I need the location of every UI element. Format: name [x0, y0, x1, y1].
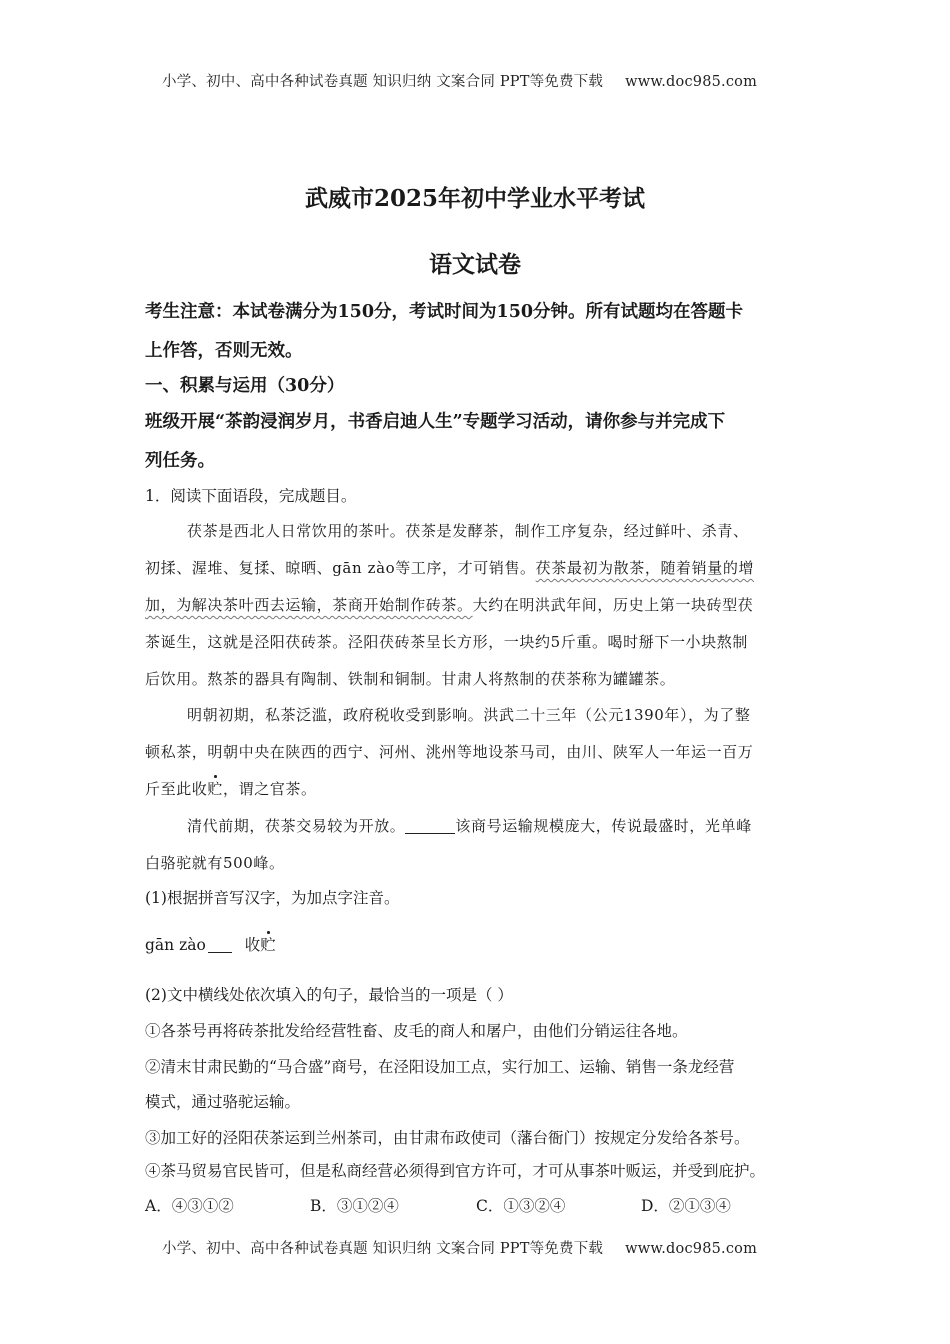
question-1-1-prompt: (1)根据拼音写汉字，为加点字注音。 [145, 889, 400, 907]
sentence-1: ①各茶号再将砖茶批发给经营牲畜、皮毛的商人和屠户，由他们分销运往各地。 [145, 1022, 688, 1040]
passage-p2-line-2: 顿私茶，明朝中央在陕西的西宁、河州、洮州等地设茶马司，由川、陕军人一年运一百万 [145, 743, 754, 761]
passage-p2-line-1: 明朝初期，私茶泛滥，政府税收受到影响。洪武二十三年（公元1390年），为了整 [187, 706, 751, 724]
footer-text: 小学、初中、高中各种试卷真题 知识归纳 文案合同 PPT等免费下载 [162, 1241, 604, 1257]
passage-p2-line-3 [145, 778, 317, 799]
word-a: 收 [244, 936, 261, 954]
option-b[interactable]: B．③①②④ [310, 1197, 399, 1215]
pinyin-answer-blank[interactable] [208, 937, 232, 954]
page-header [162, 70, 757, 91]
option-c[interactable]: C．①③②④ [476, 1197, 566, 1215]
option-a[interactable]: A．④③①② [145, 1197, 234, 1215]
wavy-underlined-sentence-a: 茯茶最初为散茶，随着销量的增 [535, 559, 755, 577]
dotted-character-2: 贮 [260, 936, 276, 954]
passage-p2-line-3-b: ，谓之官茶。 [223, 780, 317, 798]
sentence-2-line-1: ②清末甘肃民勤的“马合盛”商号，在泾阳设加工点，实行加工、运输、销售一条龙经营 [145, 1058, 735, 1076]
notice-line-1: 考生注意：本试卷满分为150分，考试时间为150分钟。所有试题均在答题卡 [145, 302, 744, 322]
question-1-intro: 1．阅读下面语段，完成题目。 [145, 487, 357, 505]
passage-p1-line-2 [145, 557, 754, 578]
footer-url[interactable]: www.doc985.com [625, 1241, 758, 1257]
option-d[interactable]: D．②①③④ [641, 1197, 731, 1215]
passage-p1-line-3-text: 大约在明洪武年间，历史上第一块砖型茯 [472, 596, 754, 614]
passage-p1-line-3 [145, 594, 753, 615]
dotted-character: 贮 [207, 780, 224, 798]
passage-p1-line-1: 茯茶是西北人日常饮用的茶叶。茯茶是发酵茶，制作工序复杂，经过鲜叶、杀青、 [187, 522, 749, 540]
fill-in-blank[interactable] [405, 818, 455, 834]
section-heading: 一、积累与运用（30分） [145, 376, 345, 396]
sentence-3: ③加工好的泾阳茯茶运到兰州茶司，由甘肃布政使司（藩台衙门）按规定分发给各茶号。 [145, 1129, 750, 1147]
passage-p3-line-2: 白骆驼就有500峰。 [145, 854, 285, 872]
activity-line-2: 列任务。 [145, 451, 215, 471]
sentence-4: ④茶马贸易官民皆可，但是私商经营必须得到官方许可，才可从事茶叶贩运，并受到庇护。 [145, 1162, 766, 1180]
notice-line-2: 上作答，否则无效。 [145, 341, 303, 361]
passage-p1-line-2-text: 初揉、渥堆、复揉、晾晒、gān zào等工序，才可销售。 [145, 559, 536, 577]
wavy-underlined-sentence-b: 加，为解决茶叶西去运输，茶商开始制作砖茶。 [145, 596, 473, 614]
passage-p1-line-4: 茶诞生，这就是泾阳茯砖茶。泾阳茯砖茶呈长方形，一块约5斤重。喝时掰下一小块熬制 [145, 633, 748, 651]
question-1-2-prompt: (2)文中横线处依次填入的句子，最恰当的一项是（ ） [145, 986, 513, 1004]
exam-subtitle: 语文试卷 [429, 251, 521, 278]
passage-p1-line-5: 后饮用。熬茶的器具有陶制、铁制和铜制。甘肃人将熬制的茯茶称为罐罐茶。 [145, 670, 676, 688]
exam-title: 武威市2025年初中学业水平考试 [304, 185, 645, 212]
page-footer [162, 1237, 757, 1258]
question-1-1-answer-row [145, 933, 276, 955]
sentence-2-line-2: 模式，通过骆驼运输。 [145, 1093, 301, 1111]
passage-p3-line-1-a: 清代前期，茯茶交易较为开放。 [187, 817, 406, 835]
header-text: 小学、初中、高中各种试卷真题 知识归纳 文案合同 PPT等免费下载 [162, 74, 604, 90]
header-url[interactable]: www.doc985.com [625, 74, 758, 90]
pinyin-text: gān zào [145, 936, 206, 954]
passage-p3-line-1-b: 该商号运输规模庞大，传说最盛时，光单峰 [455, 817, 752, 835]
passage-p2-line-3-a: 斤至此收 [145, 780, 208, 798]
activity-line-1: 班级开展“茶韵浸润岁月，书香启迪人生”专题学习活动，请你参与并完成下 [145, 412, 726, 432]
passage-p3-line-1 [187, 815, 752, 836]
